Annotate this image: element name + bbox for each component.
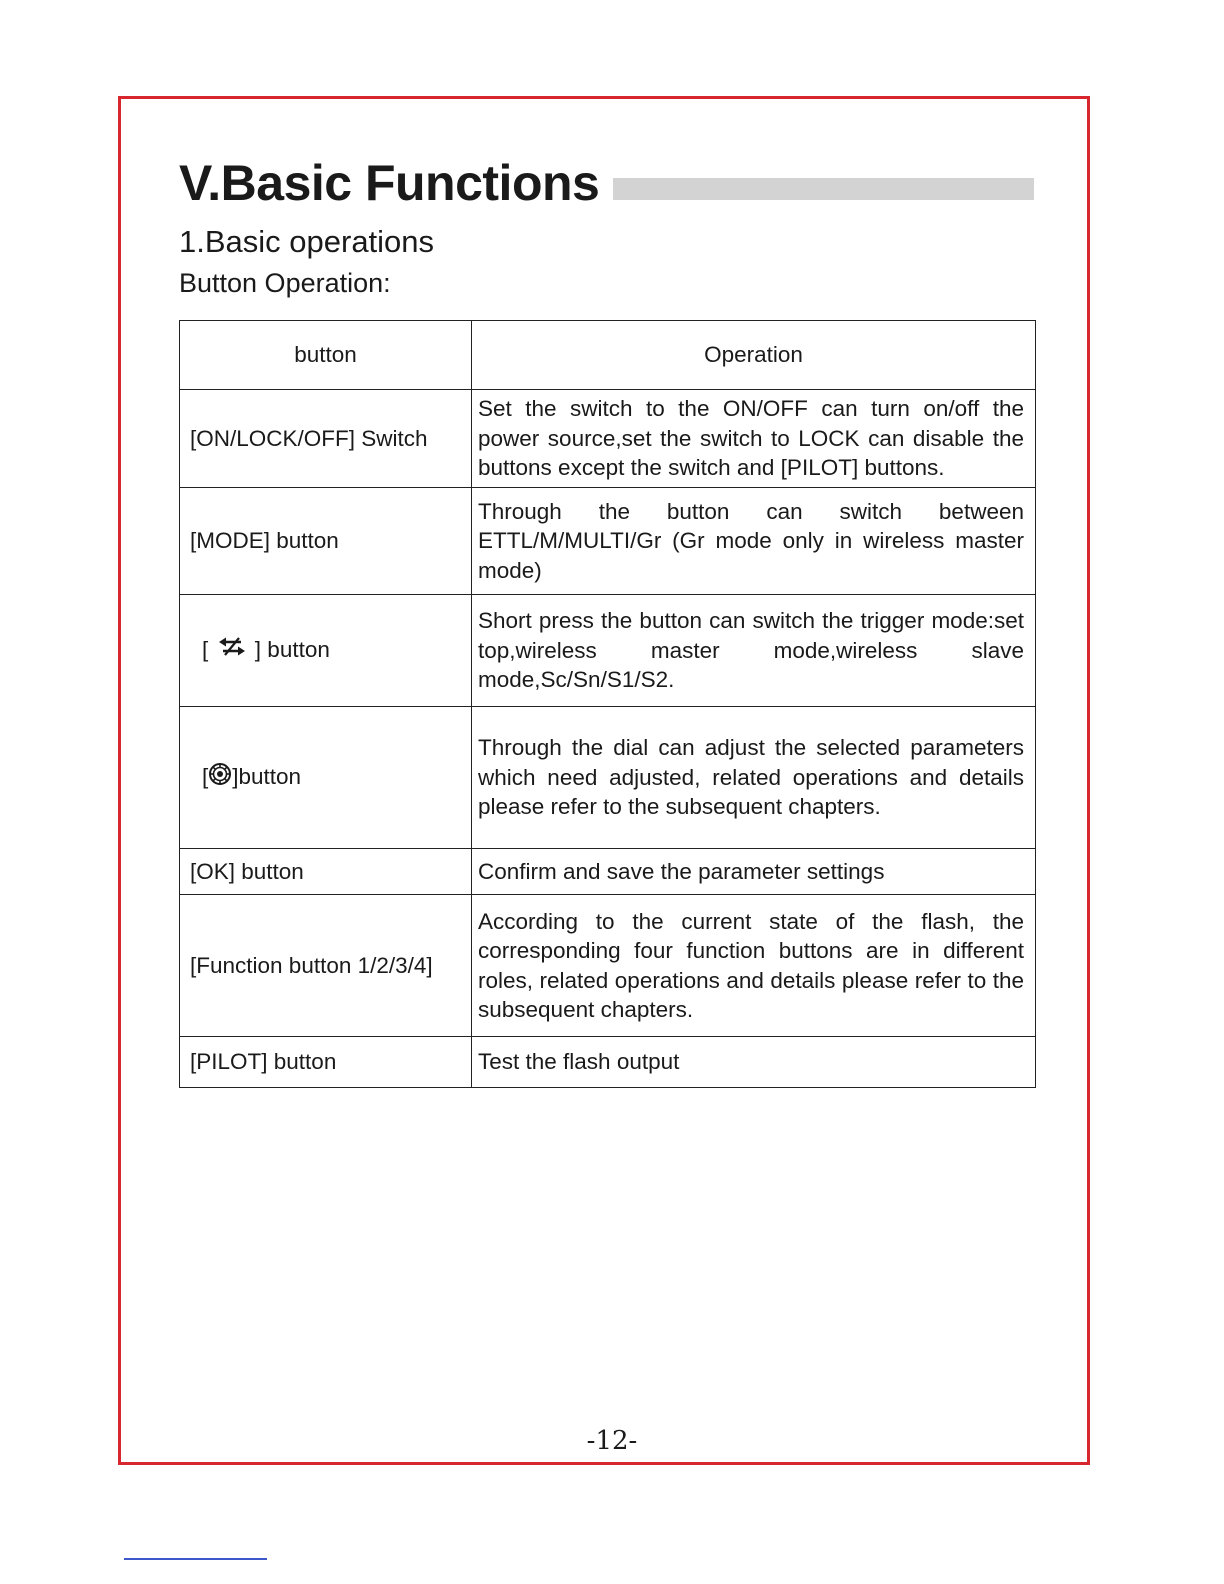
table-row	[180, 595, 1036, 707]
button-operation-table	[179, 320, 1036, 1088]
page-number: -12-	[586, 1426, 638, 1456]
button-name-cell	[180, 488, 472, 595]
button-name: ] button	[254, 637, 330, 663]
button-name: ]button	[232, 763, 302, 789]
column-header-operation: Operation	[472, 321, 1036, 390]
table-row	[180, 849, 1036, 895]
button-name: [MODE] button	[190, 528, 339, 554]
table-row	[180, 707, 1036, 849]
dial-icon	[208, 762, 232, 794]
button-name-cell	[180, 895, 472, 1037]
trigger-mode-icon	[215, 636, 249, 666]
table-row	[180, 488, 1036, 595]
button-name-cell	[180, 849, 472, 895]
operation-cell: Through the dial can adjust the selected parameters which need adjusted, related operations and details please refer to the subsequent chapters.	[472, 707, 1036, 849]
operation-cell: Test the flash output	[472, 1037, 1036, 1088]
operation-cell: According to the current state of the flash, the corresponding four function buttons are in different roles, related operations and details please refer to the subsequent chapters.	[472, 895, 1036, 1037]
footer-rule	[124, 1558, 267, 1560]
column-header-button: button	[180, 321, 472, 390]
button-name: [OK] button	[190, 858, 304, 884]
bracket-open: [	[202, 637, 209, 663]
bracket-open: [	[202, 763, 209, 789]
operation-cell: Through the button can switch between ETTL/M/MULTI/Gr (Gr mode only in wireless master mode)	[472, 488, 1036, 595]
section-heading: 1.Basic operations	[179, 224, 435, 259]
button-name-cell	[180, 595, 472, 707]
button-name: [ON/LOCK/OFF] Switch	[190, 425, 428, 451]
button-name-cell	[180, 1037, 472, 1088]
button-name: [Function button 1/2/3/4]	[190, 952, 433, 978]
table-header-row	[180, 321, 1036, 390]
operation-cell: Set the switch to the ON/OFF can turn on/off the power source,set the switch to LOCK can disable the buttons except the switch and [PILOT] buttons.	[472, 390, 1036, 488]
operation-cell: Confirm and save the parameter settings	[472, 849, 1036, 895]
button-name-cell	[180, 707, 472, 849]
operation-cell: Short press the button can switch the trigger mode:set top,wireless master mode,wireless slave mode,Sc/Sn/S1/S2.	[472, 595, 1036, 707]
subsection-label: Button Operation:	[179, 268, 391, 298]
button-name: [PILOT] button	[190, 1049, 337, 1075]
table-row	[180, 390, 1036, 488]
title-decoration-bar	[613, 178, 1034, 200]
table-row	[180, 895, 1036, 1037]
table-row	[180, 1037, 1036, 1088]
title-row	[179, 152, 1035, 216]
page-title: V.Basic Functions	[179, 155, 600, 211]
button-name-cell	[180, 390, 472, 488]
